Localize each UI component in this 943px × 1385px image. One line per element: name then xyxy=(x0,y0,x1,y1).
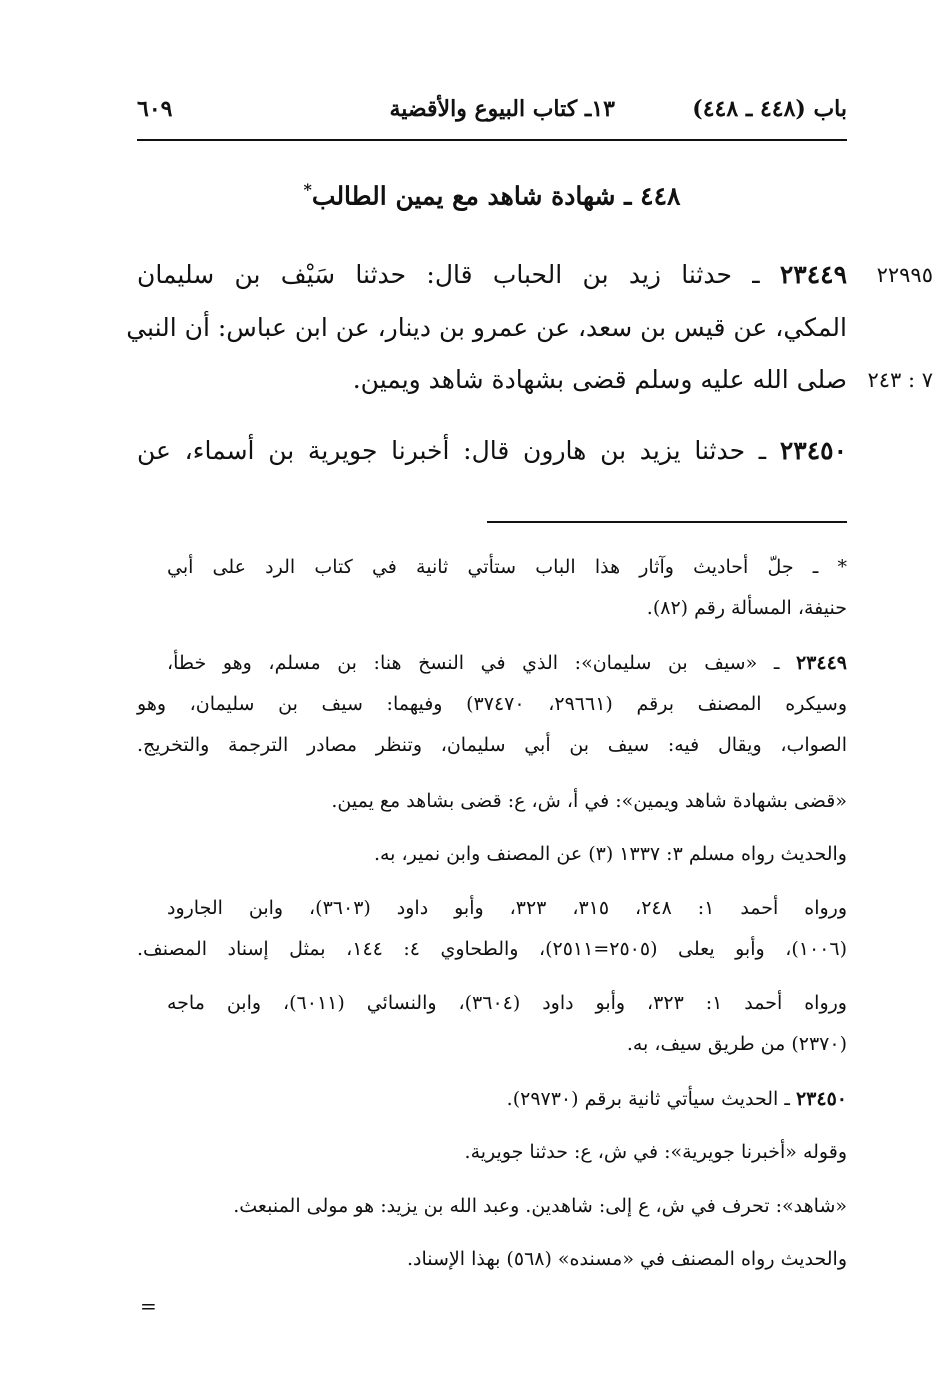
footnote-hadith-number: ٢٣٤٤٩ xyxy=(795,652,847,674)
footnote-text: ـ «سيف بن سليمان»: الذي في النسخ هنا: بن مسلم، وهو خطأ، xyxy=(167,652,796,674)
footnote-line xyxy=(167,647,847,679)
footnote-line: * ـ جلّ أحاديث وآثار هذا الباب ستأتي ثانية في كتاب الرد على أبي xyxy=(167,556,847,578)
footnote-text: ـ الحديث سيأتي ثانية برقم (٢٩٧٣٠). xyxy=(506,1088,796,1110)
hadith-text: ـ حدثنا يزيد بن هارون قال: أخبرنا جويرية بن أسماء، عن xyxy=(137,436,780,465)
hadith-23449-line-1 xyxy=(137,256,847,294)
footnote-line: والحديث رواه مسلم ٣: ١٣٣٧ (٣) عن المصنف وابن نمير، به. xyxy=(373,843,847,865)
margin-reference-number: ٢٢٩٩٥ xyxy=(876,263,933,287)
footnote-line: الصواب، ويقال فيه: سيف بن أبي سليمان، وتنظر مصادر الترجمة والتخريج. xyxy=(137,734,847,756)
header-chapter-range: باب (٤٤٨ ـ ٤٤٨) xyxy=(692,96,847,122)
header-rule xyxy=(137,139,847,141)
footnote-line: وسيكره المصنف برقم (٢٩٦٦١، ٣٧٤٧٠) وفيهما: سيف بن سليمان، وهو xyxy=(137,693,847,715)
hadith-23449-line-3: صلى الله عليه وسلم قضى بشهادة شاهد ويمين. xyxy=(352,365,847,394)
footnote-line: ورواه أحمد ١: ٢٤٨، ٣١٥، ٣٢٣، وأبو داود (٣٦٠٣)، وابن الجارود xyxy=(167,897,848,919)
footnote-line xyxy=(167,1083,847,1115)
hadith-23449-line-2: المكي، عن قيس بن سعد، عن عمرو بن دينار، عن ابن عباس: أن النبي xyxy=(126,313,847,342)
hadith-text: ـ حدثنا زيد بن الحباب قال: حدثنا سَيْف بن سليمان xyxy=(137,260,780,289)
chapter-title xyxy=(137,180,847,210)
footnote-line: «قضى بشهادة شاهد ويمين»: في أ، ش، ع: قضى بشاهد مع يمين. xyxy=(331,790,847,812)
page-number: ٦٠٩ xyxy=(137,96,173,122)
footnote-separator xyxy=(487,521,847,523)
margin-volume-page-reference: ٧ : ٢٤٣ xyxy=(867,368,933,392)
chapter-title-footnote-mark: * xyxy=(303,180,312,199)
footnote-line: وقوله «أخبرنا جويرية»: في ش، ع: حدثنا جويرية. xyxy=(464,1141,847,1163)
hadith-number: ٢٣٤٤٩ xyxy=(779,260,847,289)
chapter-title-text: ٤٤٨ ـ شهادة شاهد مع يمين الطالب xyxy=(311,181,681,211)
footnote-line: والحديث رواه المصنف في «مسنده» (٥٦٨) بهذا الإسناد. xyxy=(407,1248,847,1270)
hadith-23450-line-1 xyxy=(137,432,847,470)
footnote-line: حنيفة، المسألة رقم (٨٢). xyxy=(646,597,847,619)
footnote-line: «شاهد»: تحرف في ش، ع إلى: شاهدين. وعبد الله بن يزيد: هو مولى المنبعث. xyxy=(233,1195,847,1217)
header-book-title: ١٣ـ كتاب البيوع والأقضية xyxy=(389,96,615,122)
continuation-mark: = xyxy=(140,1294,157,1318)
footnote-line: (٢٣٧٠) من طريق سيف، به. xyxy=(626,1033,847,1055)
hadith-number: ٢٣٤٥٠ xyxy=(779,436,847,465)
footnote-line: (١٠٠٦)، وأبو يعلى (٢٥٠٥=٢٥١١)، والطحاوي ٤: ١٤٤، بمثل إسناد المصنف. xyxy=(137,938,847,960)
footnote-hadith-number: ٢٣٤٥٠ xyxy=(795,1088,847,1110)
running-header xyxy=(137,92,847,132)
footnote-line: ورواه أحمد ١: ٣٢٣، وأبو داود (٣٦٠٤)، والنسائي (٦٠١١)، وابن ماجه xyxy=(167,992,847,1014)
